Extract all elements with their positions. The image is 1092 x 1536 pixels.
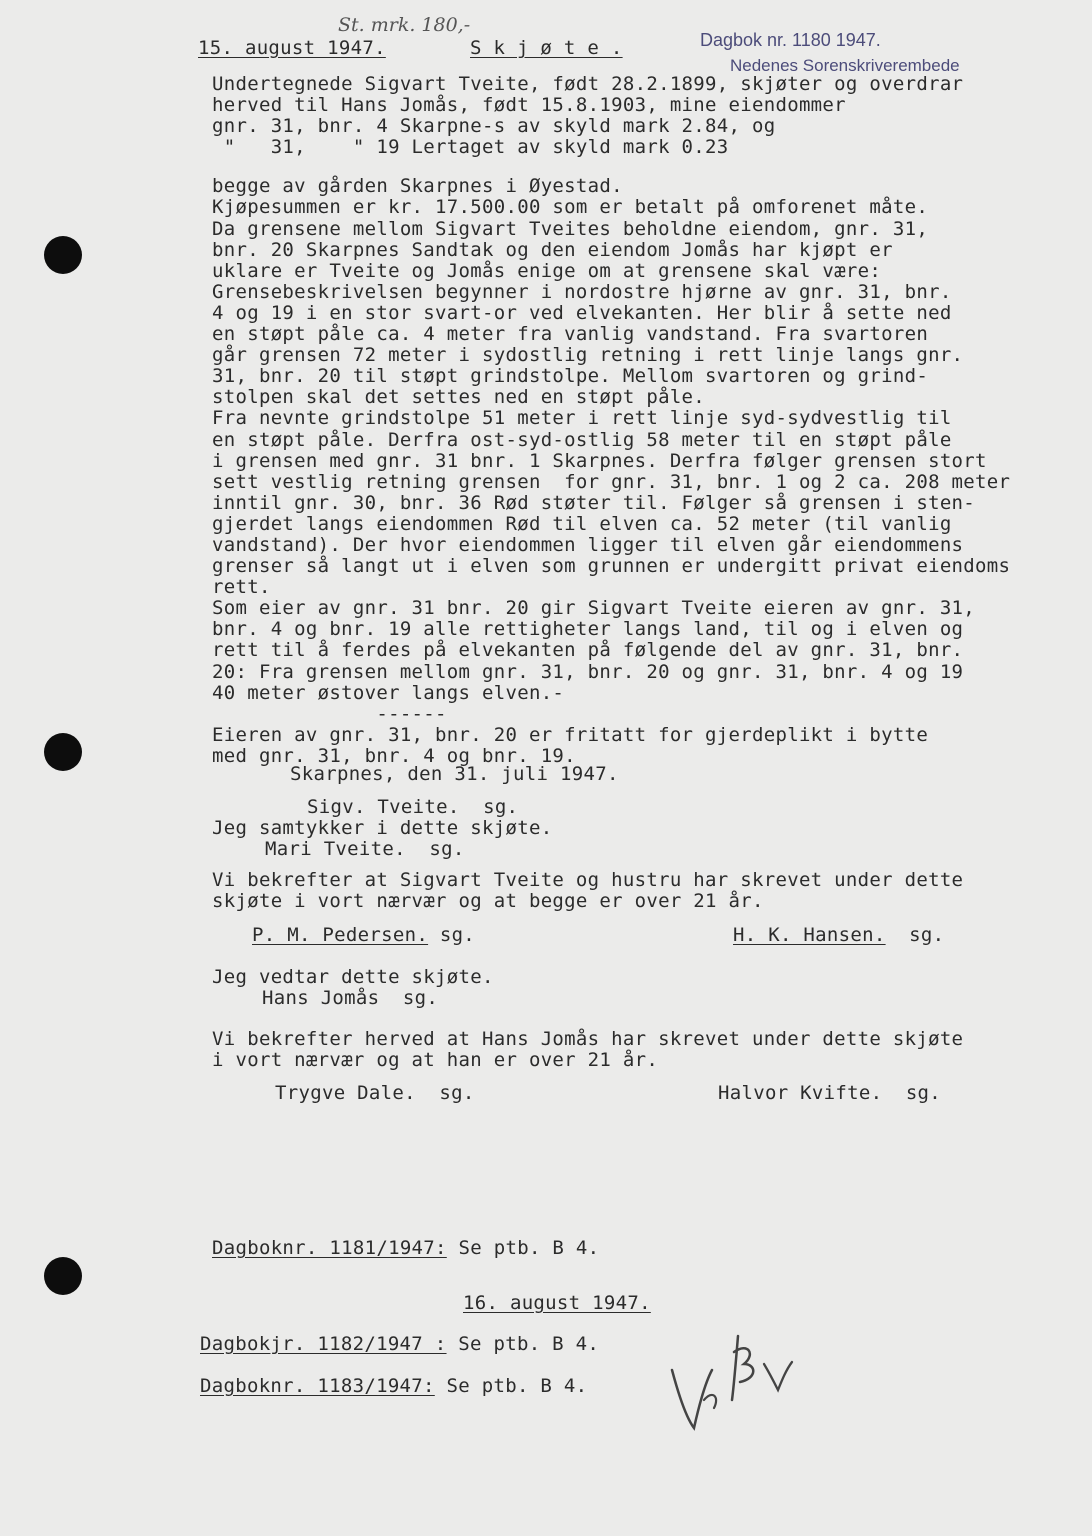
body-line: 20: Fra grensen mellom gnr. 31, bnr. 20 og gnr. 31, bnr. 4 og 19 <box>212 660 964 683</box>
body-line: inntil gnr. 30, bnr. 36 Rød støter til. Følger så grensen i sten- <box>212 491 976 514</box>
body-line: gnr. 31, bnr. 4 Skarpne-s av skyld mark 2.84, og <box>212 115 776 138</box>
body-line: 31, bnr. 20 til støpt grindstolpe. Mellom svartoren og grind- <box>212 365 929 388</box>
body-line: Som eier av gnr. 31 bnr. 20 gir Sigvart Tveite eieren av gnr. 31, <box>212 597 976 620</box>
witness-hansen-sg: sg. <box>885 924 945 946</box>
witness-pedersen-sg: sg. <box>428 924 476 946</box>
deed-body <box>212 74 1010 767</box>
body-line: Undertegnede Sigvart Tveite, født 28.2.1899, skjøter og overdrar <box>212 73 964 95</box>
office-stamp: Nedenes Sorenskriverembede <box>730 56 960 75</box>
body-line: med gnr. 31, bnr. 4 og bnr. 19. <box>212 744 576 767</box>
body-line: herved til Hans Jomås, født 15.8.1903, mine eiendommer <box>212 94 846 117</box>
witness-statement-line: skjøte i vort nærvær og at begge er over 21 år. <box>212 890 764 912</box>
handwritten-initials <box>660 1330 800 1440</box>
witness-hansen <box>733 925 944 946</box>
body-line: uklare er Tveite og Jomås enige om at grensene skal være: <box>212 259 882 282</box>
entry-1182-label: Dagbokjr. 1182/1947 : <box>200 1333 447 1355</box>
consent-line: Jeg samtykker i dette skjøte. <box>212 817 553 839</box>
dagbok-stamp: Dagbok nr. 1180 1947. <box>700 30 881 50</box>
entry-1182-text: Se ptb. B 4. <box>446 1333 600 1355</box>
witness-statement-line: Vi bekrefter at Sigvart Tveite og hustru har skrevet under dette <box>212 869 964 891</box>
signature-tveite: Sigv. Tveite. sg. <box>307 796 519 818</box>
signature-jomas: Hans Jomås sg. <box>262 987 439 1009</box>
stamp-duty-note: St. mrk. 180,- <box>338 14 471 36</box>
punch-hole-middle <box>44 733 82 771</box>
entry-1183 <box>200 1376 587 1397</box>
place-date: Skarpnes, den 31. juli 1947. <box>290 763 619 785</box>
entry-1183-text: Se ptb. B 4. <box>434 1375 588 1397</box>
body-line: Da grensene mellom Sigvart Tveites beholdne eiendom, gnr. 31, <box>212 217 929 240</box>
body-line: en støpt påle. Derfra ost-syd-ostlig 58 meter til en støpt påle <box>212 428 952 451</box>
witness-pedersen <box>252 925 475 946</box>
signature-mari: Mari Tveite. sg. <box>265 838 465 860</box>
body-line: Grensebeskrivelsen begynner i nordostre hjørne av gnr. 31, bnr. <box>212 280 952 303</box>
body-line: 40 meter østover langs elven.- <box>212 681 565 704</box>
body-line: går grensen 72 meter i sydostlig retning i rett linje langs gnr. <box>212 344 964 367</box>
body-line: " 31, " 19 Lertaget av skyld mark 0.23 <box>212 136 729 159</box>
header-date: 15. august 1947. <box>198 37 386 59</box>
body-line: bnr. 20 Skarpnes Sandtak og den eiendom Jomås har kjøpt er <box>212 238 893 261</box>
body-line: i grensen med gnr. 31 bnr. 1 Skarpnes. Derfra følger grensen stort <box>212 449 987 472</box>
witness-statement-line: i vort nærvær og at han er over 21 år. <box>212 1049 659 1071</box>
punch-hole-bottom <box>44 1257 82 1295</box>
body-line: begge av gården Skarpnes i Øyestad. <box>212 175 623 198</box>
accept-line: Jeg vedtar dette skjøte. <box>212 966 494 988</box>
entry-1181 <box>212 1238 599 1259</box>
entry-1183-label: Dagboknr. 1183/1947: <box>200 1375 435 1397</box>
body-line: Eieren av gnr. 31, bnr. 20 er fritatt for gjerdeplikt i bytte <box>212 723 929 746</box>
witness-statement-line: Vi bekrefter herved at Hans Jomås har skrevet under dette skjøte <box>212 1028 964 1050</box>
body-line: Kjøpesummen er kr. 17.500.00 som er betalt på omforenet måte. <box>212 196 929 219</box>
body-line: rett. <box>212 576 271 599</box>
entry-1181-label: Dagboknr. 1181/1947: <box>212 1237 447 1259</box>
body-line: grenser så langt ut i elven som grunnen er undergitt privat eiendoms <box>212 555 1011 578</box>
body-line: gjerdet langs eiendommen Rød til elven ca. 52 meter (til vanlig <box>212 512 952 535</box>
body-line: en støpt påle ca. 4 meter fra vanlig vandstand. Fra svartoren <box>212 323 929 346</box>
witness-dale: Trygve Dale. sg. <box>275 1082 475 1104</box>
document-title: S k j ø t e . <box>470 37 623 59</box>
body-line: bnr. 4 og bnr. 19 alle rettigheter langs land, til og i elven og <box>212 618 964 641</box>
body-line: 4 og 19 i en stor svart-or ved elvekanten. Her blir å sette ned <box>212 301 952 324</box>
body-line: sett vestlig retning grensen for gnr. 31, bnr. 1 og 2 ca. 208 meter <box>212 470 1011 493</box>
witness-hansen-name: H. K. Hansen. <box>733 924 886 946</box>
body-line: Fra nevnte grindstolpe 51 meter i rett linje syd-sydvestlig til <box>212 407 952 430</box>
punch-hole-top <box>44 236 82 274</box>
witness-pedersen-name: P. M. Pedersen. <box>252 924 429 946</box>
body-line: ------ <box>212 702 447 725</box>
date-16-august: 16. august 1947. <box>463 1292 651 1314</box>
entry-1182 <box>200 1334 599 1355</box>
body-line: vandstand). Der hvor eiendommen ligger til elven går eiendommens <box>212 533 964 556</box>
entry-1181-text: Se ptb. B 4. <box>446 1237 600 1259</box>
body-line: stolpen skal det settes ned en støpt påle. <box>212 386 706 409</box>
witness-kvifte: Halvor Kvifte. sg. <box>718 1082 942 1104</box>
body-line: rett til å ferdes på elvekanten på følgende del av gnr. 31, bnr. <box>212 639 964 662</box>
